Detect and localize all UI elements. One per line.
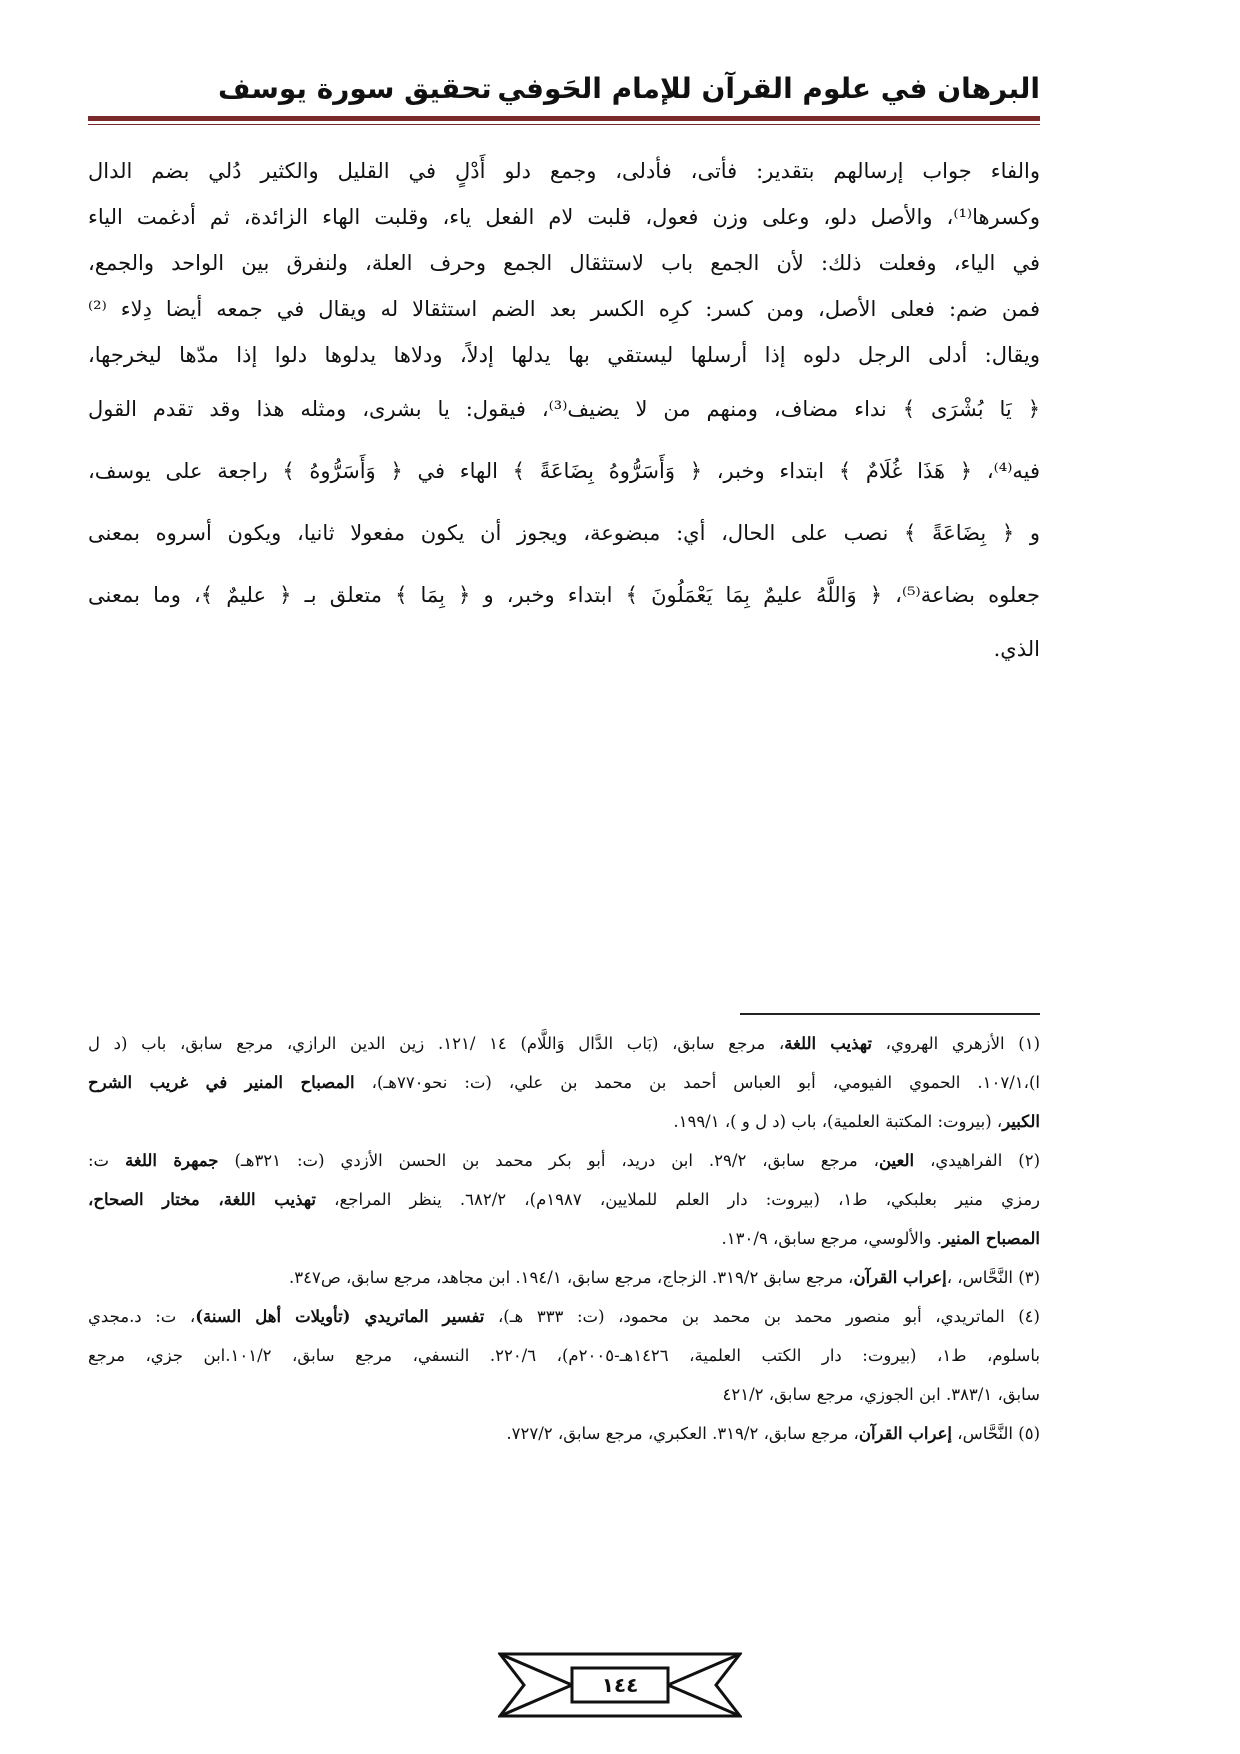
text-line: الذي. bbox=[993, 637, 1040, 661]
footnote-2-line-1: (٢) الفراهيدي، العين، مرجع سابق، ٢٩/٢. ابن دريد، أبو بكر محمد بن الحسن الأزدي (ت: ٣٢١هـ) جمهرة اللغة ت: bbox=[88, 1151, 1040, 1170]
footnotes bbox=[88, 1024, 1040, 1453]
text-line: وكسرها⁽¹⁾، والأصل دلو، وعلى وزن فعول، قلبت لام الفعل ياء، وقلبت الهاء الزائدة، ثم أدغمت الياء bbox=[88, 205, 1040, 229]
text-line: و ﴿ بِضَاعَةً ﴾ نصب على الحال، أي: مبضوعة، ويجوز أن يكون مفعولا ثانيا، ويكون أسروه بمعنى bbox=[88, 521, 1040, 545]
footnote-4-line-1: (٤) الماتريدي، أبو منصور محمد بن محمد بن محمود، (ت: ٣٣٣ هـ)، تفسير الماتريدي (تأويلات أهل السنة)، ت: د.مجدي bbox=[88, 1307, 1040, 1326]
footnote-4-line-2: باسلوم، ط١، (بيروت: دار الكتب العلمية، ١٤٢٦هـ-٢٠٠٥م)، ٢٢٠/٦. النسفي، مرجع سابق، ١٠١/٢.ابن جزي، مرجع bbox=[88, 1346, 1040, 1365]
footnote-3: (٣) النَّحَّاس، ،إعراب القرآن، مرجع سابق ٣١٩/٢. الزجاج، مرجع سابق، ١٩٤/١. ابن مجاهد، مرجع سابق، ص٣٤٧. bbox=[289, 1268, 1040, 1287]
page-number: ١٤٤ bbox=[601, 1673, 639, 1697]
footnote-1-line-2: ا)،١٠٧/١. الحموي الفيومي، أبو العباس أحمد بن محمد بن علي، (ت: نحو٧٧٠هـ)، المصباح المنير في غريب الشرح bbox=[88, 1073, 1040, 1092]
book-title: البرهان في علوم القرآن للإمام الحَوفي bbox=[497, 72, 1040, 105]
footnote-5: (٥) النَّحَّاس، إعراب القرآن، مرجع سابق، ٣١٩/٢. العكبري، مرجع سابق، ٧٢٧/٢. bbox=[506, 1424, 1040, 1443]
footnote-1-line-3: الكبير، (بيروت: المكتبة العلمية)، باب (د ل و )، ١٩٩/١. bbox=[673, 1112, 1040, 1131]
footnote-2-line-2: رمزي منير بعلبكي، ط١، (بيروت: دار العلم للملايين، ١٩٨٧م)، ٦٨٢/٢. ينظر المراجع، تهذيب اللغة، مختار الصحاح، bbox=[88, 1190, 1040, 1209]
main-text bbox=[88, 148, 1040, 672]
footnote-1-line-1: (١) الأزهري الهروي، تهذيب اللغة، مرجع سابق، (بَاب الدَّال وَاللَّام) ١٤ /١٢١. زين الدين الرازي، مرجع سابق، باب (د ل bbox=[88, 1034, 1040, 1053]
text-line: ﴿ يَا بُشْرَى ﴾ نداء مضاف، ومنهم من لا يضيف⁽³⁾، فيقول: يا بشرى، ومثله هذا وقد تقدم القول bbox=[88, 397, 1040, 421]
section-title: تحقيق سورة يوسف bbox=[218, 72, 492, 105]
header-rule bbox=[88, 116, 1040, 121]
text-line: جعلوه بضاعة⁽⁵⁾، ﴿ وَاللَّهُ عليمٌ بِمَا يَعْمَلُونَ ﴾ ابتداء وخبر، و ﴿ بِمَا ﴾ متعلق بـ ﴿ عليمٌ ﴾، وما بمعنى bbox=[88, 583, 1040, 607]
footnote-2-line-3: المصباح المنير. والألوسي، مرجع سابق، ١٣٠/٩. bbox=[721, 1229, 1040, 1248]
header-rule-thin bbox=[88, 124, 1040, 125]
text-line: فمن ضم: فعلى الأصل، ومن كسر: كرِه الكسر بعد الضم استثقالا له ويقال في جمعه أيضا دِلاء ⁽²⁾ bbox=[88, 297, 1040, 321]
running-header bbox=[88, 72, 1040, 116]
text-line: ويقال: أدلى الرجل دلوه إذا أرسلها ليستقي بها يدلها إدلاً، ودلاها يدلوها دلوا إذا مدّها ليخرجها، bbox=[88, 343, 1040, 367]
footnote-4-line-3: سابق، ٣٨٣/١. ابن الجوزي، مرجع سابق، ٤٢١/٢ bbox=[722, 1385, 1040, 1404]
text-line: والفاء جواب إرسالهم بتقدير: فأتى، فأدلى، وجمع دلو أَدْلٍ في القليل والكثير دُلي بضم الدال bbox=[88, 159, 1040, 183]
text-line: في الياء، وفعلت ذلك: لأن الجمع باب لاستثقال الجمع وحرف العلة، ولنفرق بين الواحد والجمع، bbox=[88, 251, 1040, 275]
text-line: فيه⁽⁴⁾، ﴿ هَذَا غُلَامٌ ﴾ ابتداء وخبر، ﴿ وَأَسَرُّوهُ بِضَاعَةً ﴾ الهاء في ﴿ وَأَسَرُّوهُ ﴾ راجعة على يوسف، bbox=[88, 459, 1040, 483]
footnote-separator bbox=[740, 1013, 1040, 1015]
